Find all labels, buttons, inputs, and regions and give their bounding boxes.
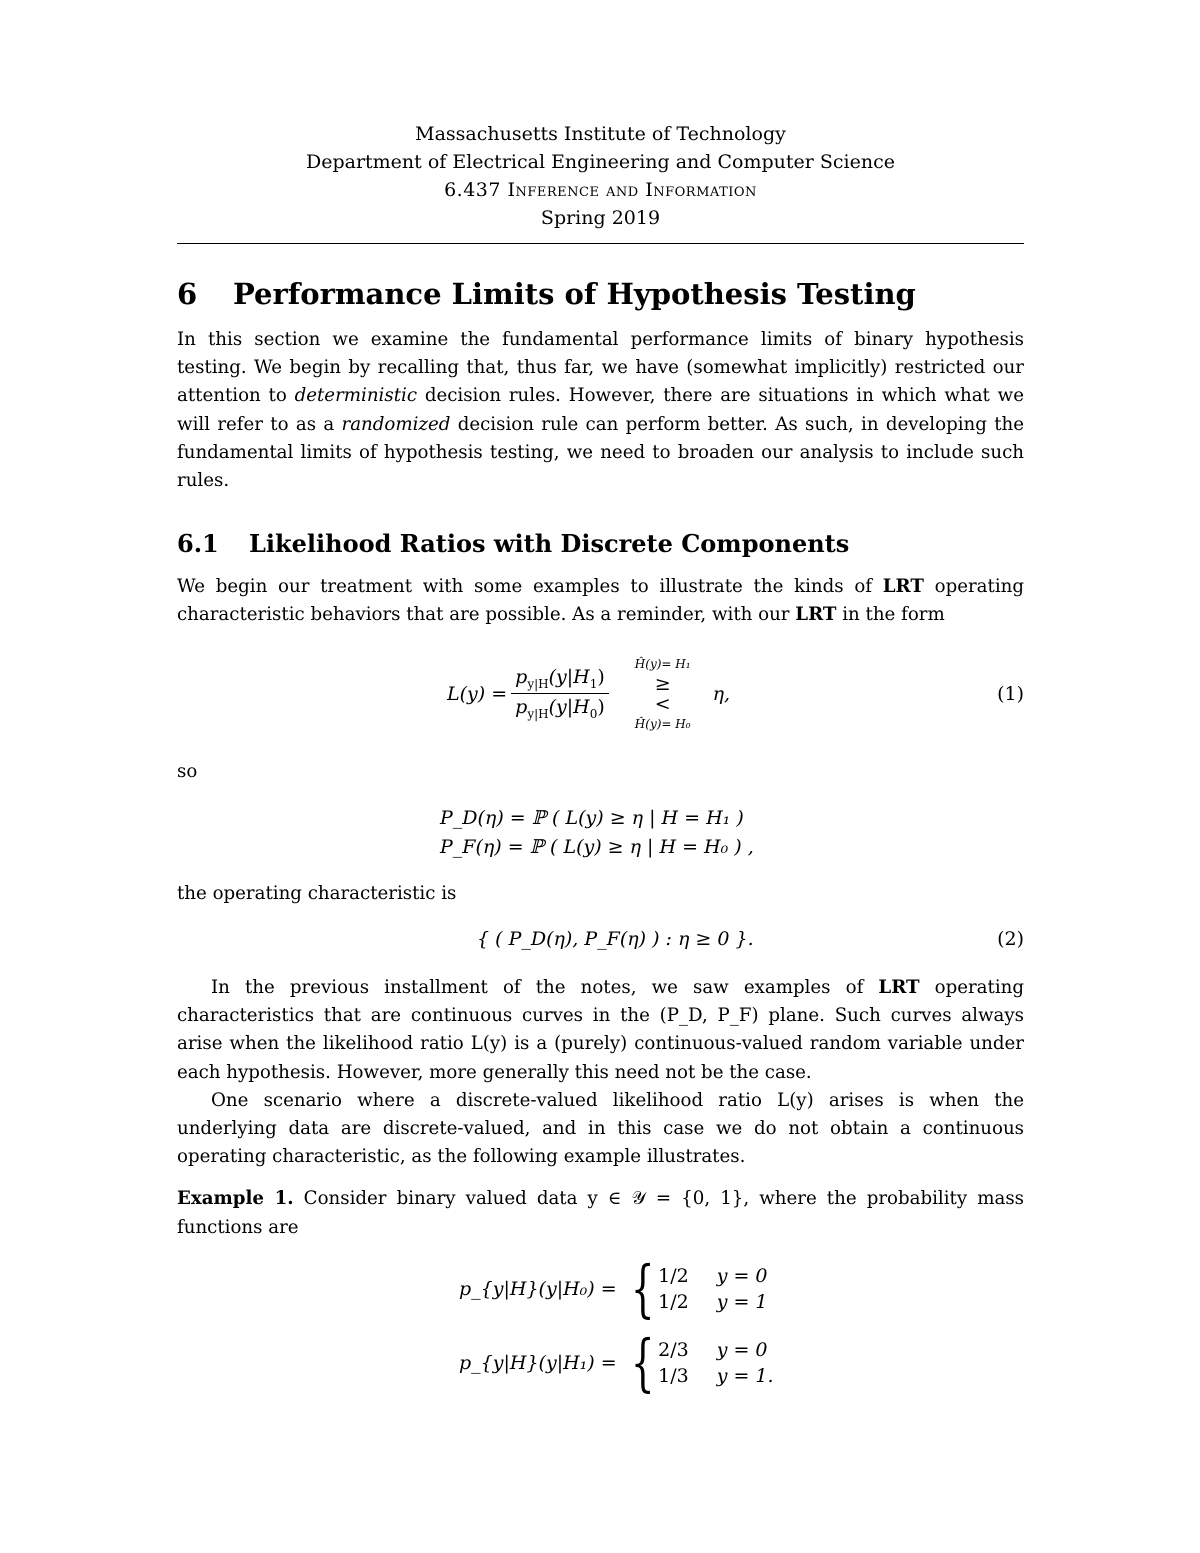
pmf1-cases bbox=[658, 1339, 773, 1387]
eq-pf: P_F(η) = ℙ ( L(y) ≥ η | H = H₀ ) , bbox=[440, 835, 754, 858]
equation-pd-pf bbox=[177, 804, 1024, 862]
example-label: Example 1. bbox=[177, 1188, 294, 1210]
section-number: 6 bbox=[177, 277, 198, 311]
eq1-num-idx: 1 bbox=[589, 677, 598, 692]
para2-text-1: In the previous installment of the notes, we saw examples of bbox=[211, 977, 879, 999]
eq1-lower-label: Ĥ(y)= H₀ bbox=[634, 716, 691, 731]
subsection-number: 6.1 bbox=[177, 529, 219, 559]
intro-text-1: In this section we examine the fundamental performance limits of binary hypothesis testing. We begin by recalling that, thus far, we have (somewhat implicitly) restricted our attention to bbox=[177, 329, 1024, 407]
document-header bbox=[177, 120, 1024, 232]
pmf0-row0-value: 1/2 bbox=[658, 1264, 689, 1287]
para1-text-1: We begin our treatment with some examples to illustrate the kinds of bbox=[177, 576, 883, 598]
pmf0-lhs: p_{y|H}(y|H₀) = bbox=[459, 1277, 617, 1300]
eq1-num-p: p bbox=[515, 666, 528, 689]
eq1-lhs: L(y) = bbox=[447, 682, 508, 705]
para1-text-2: operating characteristic behaviors that are possible. As a reminder, with our bbox=[177, 576, 1024, 626]
eq1-upper-label: Ĥ(y)= H₁ bbox=[634, 656, 691, 671]
eq1-decision-stack bbox=[635, 654, 691, 734]
eq1-lt: < bbox=[654, 692, 671, 715]
eq1-num-sub: y|H bbox=[527, 677, 549, 692]
pmf0-cases bbox=[658, 1265, 767, 1313]
pmf-h0 bbox=[177, 1251, 1024, 1325]
page bbox=[177, 120, 1025, 1399]
paragraph-3: One scenario where a discrete-valued likelihood ratio L(y) arises is when the underlying data are discrete-valued, and in this case we do not obtain a continuous operating characteristic, as the following example illustrates. bbox=[177, 1089, 1024, 1168]
eq2-number: (2) bbox=[997, 928, 1024, 951]
eq1-number: (1) bbox=[997, 682, 1024, 705]
header-rule bbox=[177, 243, 1024, 244]
operating-text: the operating characteristic is bbox=[177, 882, 457, 904]
eq1-rhs: η, bbox=[712, 682, 730, 705]
intro-paragraph bbox=[177, 326, 1024, 495]
para2-lrt: LRT bbox=[878, 977, 920, 999]
eq1-fraction: $\frac{p_{y|H}(y|H_1)}{p_{y|H}(y|H_0)}$ bbox=[511, 666, 609, 721]
paragraph-2 bbox=[177, 974, 1024, 1087]
pmf1-row1-cond: y = 1. bbox=[716, 1364, 774, 1387]
course-title: 6.437 Inference and Information bbox=[444, 179, 757, 201]
eq1-den-sub: y|H bbox=[527, 706, 549, 721]
para1-lrt-2: LRT bbox=[795, 604, 837, 626]
subsection-title: Likelihood Ratios with Discrete Components bbox=[249, 529, 850, 559]
pmf1-lhs: p_{y|H}(y|H₁) = bbox=[459, 1351, 617, 1374]
institute-name: Massachusetts Institute of Technology bbox=[415, 123, 786, 145]
pmf0-row1-cond: y = 1 bbox=[716, 1290, 768, 1313]
so-text: so bbox=[177, 760, 198, 782]
eq1-num-arg: (y|H bbox=[548, 666, 590, 689]
para2-text-2: operating characteristics that are continuous curves in the (P_D, P_F) plane. Such curves always arise when the likelihood ratio L(y) is a (purely) continuous-valued random variable under each hypothesis. However, more generally this need not be the case. bbox=[177, 977, 1025, 1083]
pmf-h1 bbox=[177, 1325, 1024, 1399]
eq1-den-p: p bbox=[515, 696, 528, 719]
section-heading bbox=[177, 276, 1024, 312]
eq2-expr: { ( P_D(η), P_F(η) ) : η ≥ 0 }. bbox=[477, 928, 754, 951]
pmf1-row0-value: 2/3 bbox=[658, 1338, 689, 1361]
eq1-den-idx: 0 bbox=[589, 706, 598, 721]
eq-pd: P_D(η) = ℙ ( L(y) ≥ η | H = H₁ ) bbox=[440, 806, 744, 829]
intro-text-2: decision rules. However, there are situations in which what we will refer to as a bbox=[177, 385, 1024, 435]
intro-em-deterministic: deterministic bbox=[294, 385, 418, 407]
eq1-ge: ≥ bbox=[654, 672, 671, 695]
equation-2 bbox=[177, 914, 1024, 964]
intro-em-randomized: randomized bbox=[341, 413, 451, 435]
equation-1 bbox=[177, 638, 1024, 750]
example-1 bbox=[177, 1185, 1024, 1241]
pmf0-row1-value: 1/2 bbox=[658, 1290, 689, 1313]
example-text: Consider binary valued data y ∈ 𝒴 = {0, 1}, where the probability mass functions are bbox=[177, 1188, 1024, 1238]
para1-lrt-1: LRT bbox=[882, 576, 924, 598]
pmf1-row1-value: 1/3 bbox=[658, 1364, 689, 1387]
section-title: Performance Limits of Hypothesis Testing bbox=[233, 277, 916, 311]
pmf0-brace: { bbox=[630, 1251, 655, 1325]
para1-text-3: in the form bbox=[836, 604, 945, 626]
pmf0-row0-cond: y = 0 bbox=[716, 1264, 768, 1287]
intro-text-3: decision rule can perform better. As such, in developing the fundamental limits of hypothesis testing, we need to broaden our analysis to include such rules. bbox=[177, 413, 1024, 492]
pmf1-brace: { bbox=[630, 1325, 655, 1399]
subsection-heading bbox=[177, 529, 1024, 559]
eq1-den-arg: (y|H bbox=[548, 696, 590, 719]
paragraph-1 bbox=[177, 573, 1024, 629]
term: Spring 2019 bbox=[540, 207, 661, 229]
department-name: Department of Electrical Engineering and Computer Science bbox=[305, 151, 895, 173]
pmf1-row0-cond: y = 0 bbox=[716, 1338, 768, 1361]
